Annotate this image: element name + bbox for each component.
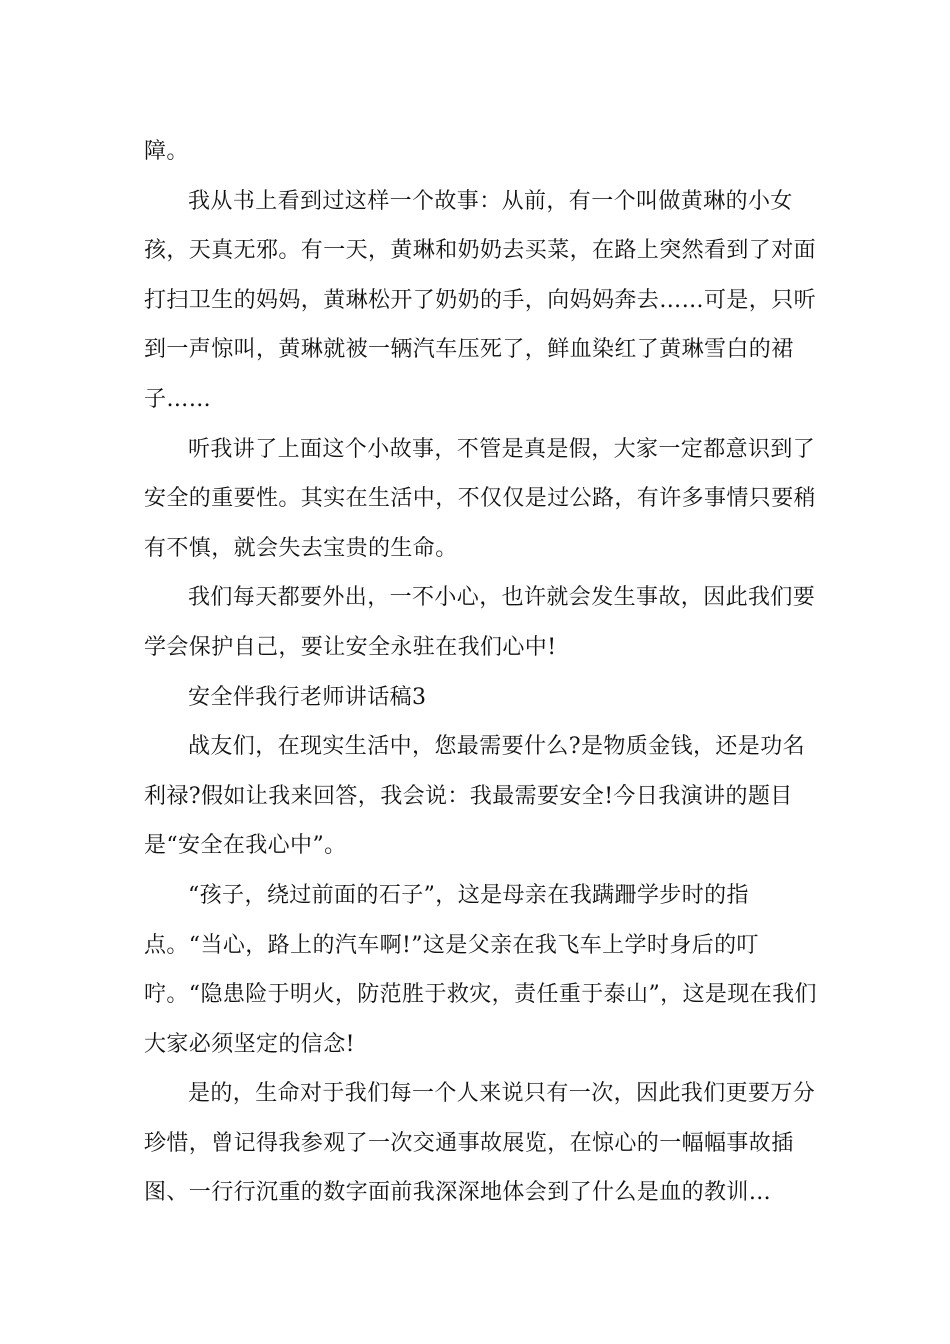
document-body bbox=[144, 127, 824, 1218]
paragraph-life-once: 是的，生命对于我们每一个人来说只有一次，因此我们更要万分珍惜，曾记得我参观了一次交通事故展览，在惊心的一幅幅事故插图、一行行沉重的数字面前我深深地体会到了什么是血的教训… bbox=[144, 1081, 816, 1206]
paragraph-speech-intro: 战友们，在现实生活中，您最需要什么?是物质金钱，还是功名利禄?假如让我来回答，我会说：我最需要安全!今日我演讲的题目是“安全在我心中”。 bbox=[144, 734, 805, 859]
paragraph-protect-yourself: 我们每天都要外出，一不小心，也许就会发生事故，因此我们要学会保护自己，要让安全永驻在我们心中! bbox=[144, 585, 816, 660]
paragraph-quotes: “孩子，绕过前面的石子”，这是母亲在我蹒跚学步时的指点。“当心，路上的汽车啊!”这是父亲在我飞车上学时身后的叮咛。“隐患险于明火，防范胜于救灾，责任重于泰山”，这是现在我们大家必须坚定的信念! bbox=[144, 882, 817, 1057]
section-heading: 安全伴我行老师讲话稿3 bbox=[188, 684, 427, 710]
paragraph-continuation: 障。 bbox=[144, 139, 189, 164]
paragraph-reflection: 听我讲了上面这个小故事，不管是真是假，大家一定都意识到了安全的重要性。其实在生活中，不仅仅是过公路，有许多事情只要稍有不慎，就会失去宝贵的生命。 bbox=[144, 436, 817, 561]
paragraph-story: 我从书上看到过这样一个故事：从前，有一个叫做黄琳的小女孩，天真无邪。有一天，黄琳和奶奶去买菜，在路上突然看到了对面打扫卫生的妈妈，黄琳松开了奶奶的手，向妈妈奔去……可是，只听到一声惊叫，黄琳就被一辆汽车压死了，鲜血染红了黄琳雪白的裙子…… bbox=[144, 188, 817, 412]
